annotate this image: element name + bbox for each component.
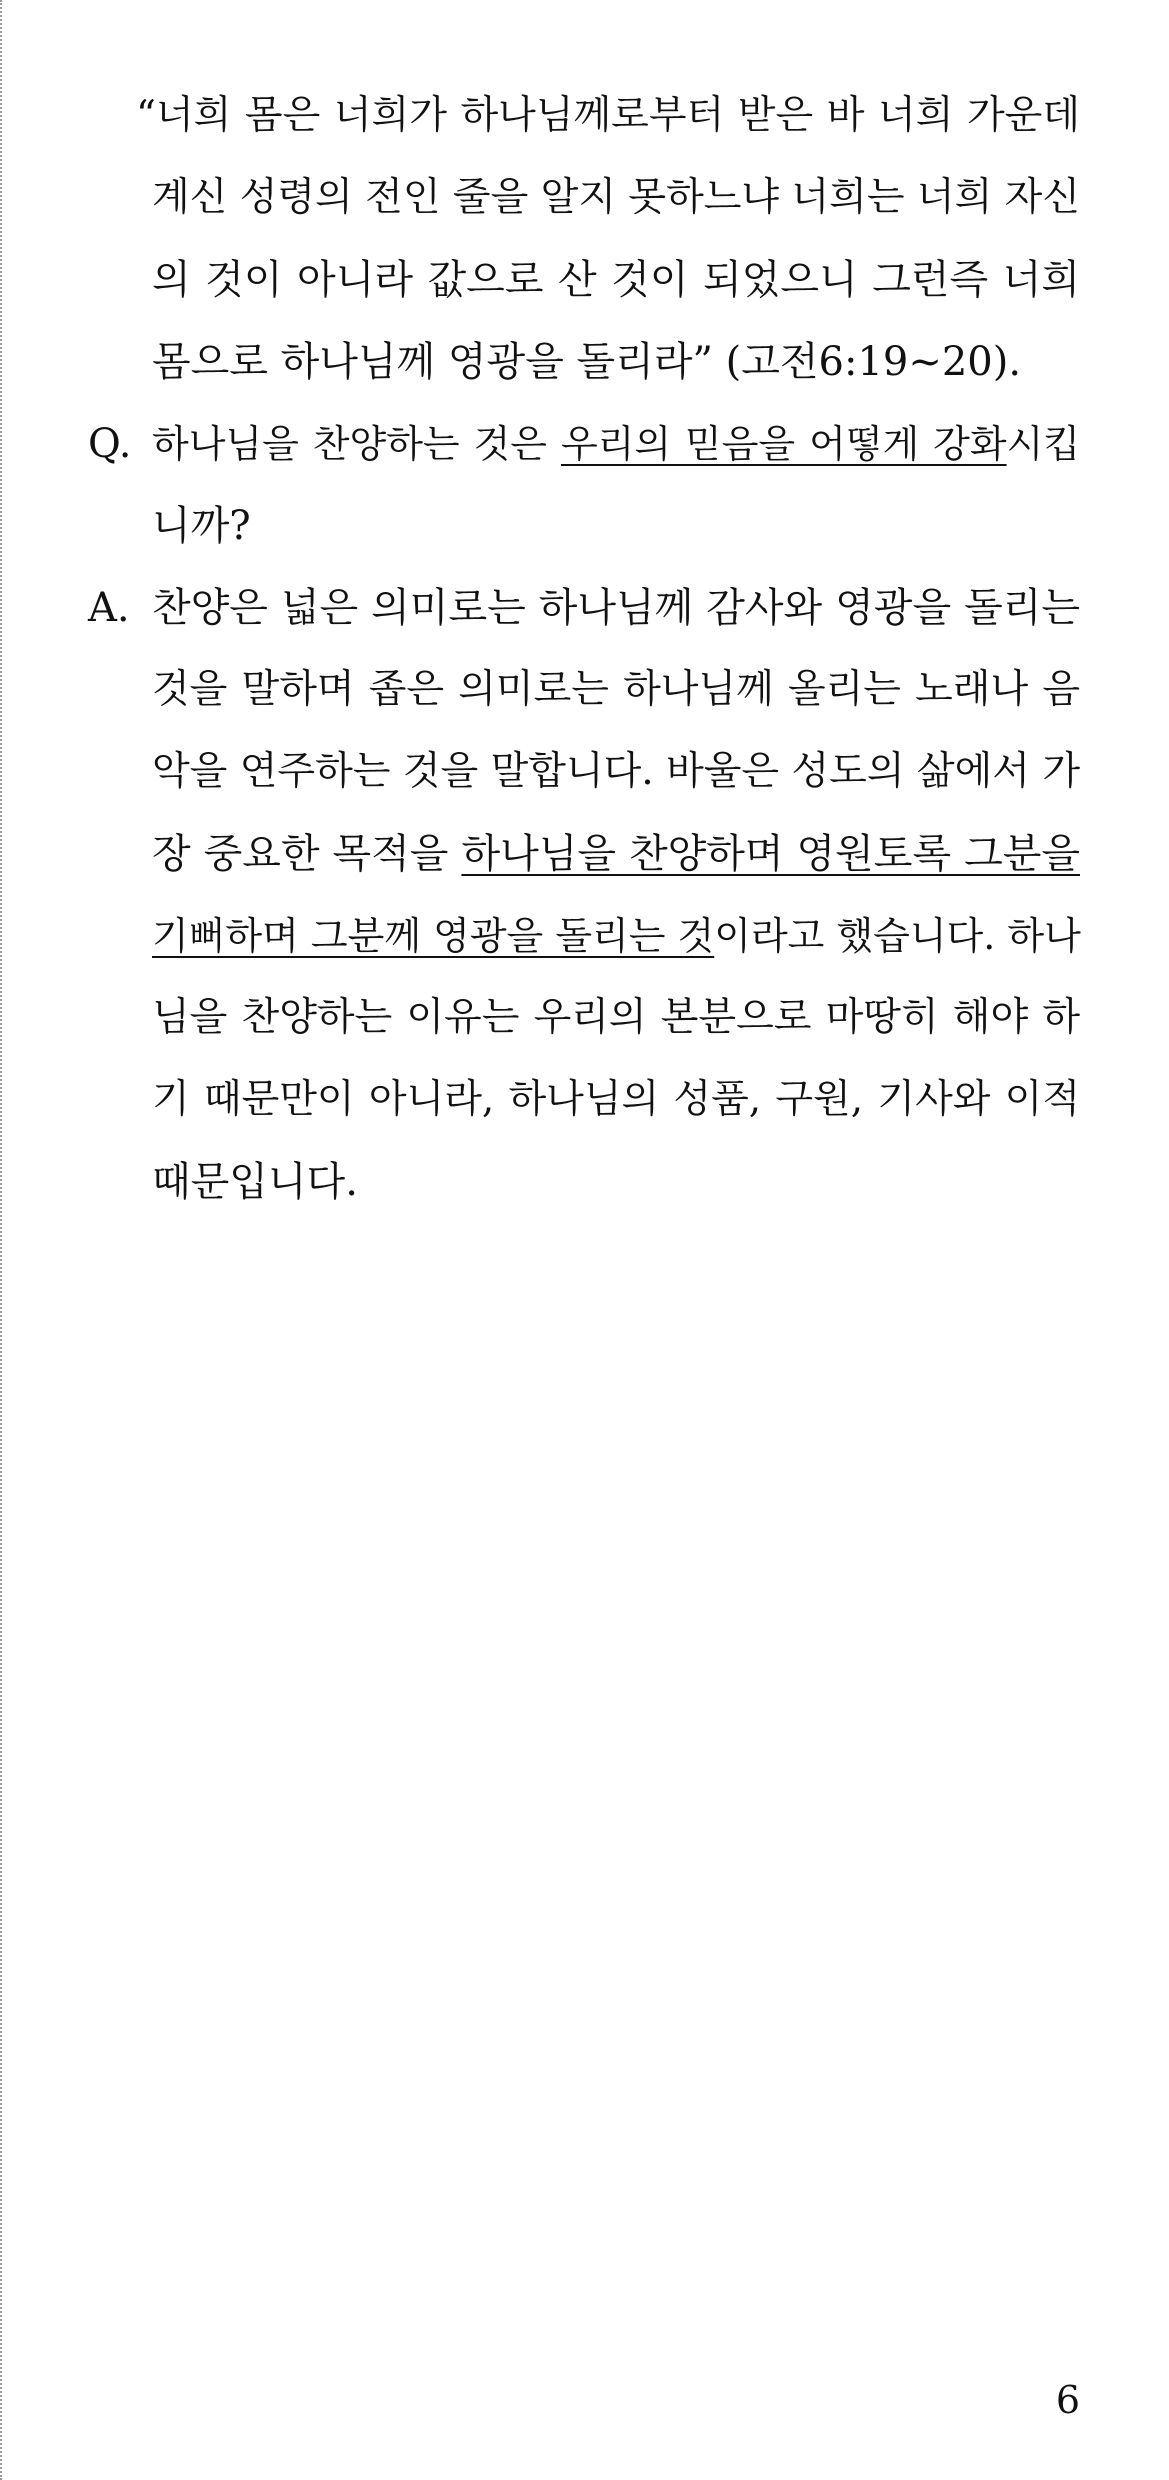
- question-marker: Q.: [88, 421, 132, 467]
- answer-underlined-text-continued: 기뻐하며 그분께 영광을 돌리는 것: [152, 914, 715, 958]
- question-underlined-text: 우리의 믿음을 어떻게 강화: [560, 422, 1007, 466]
- quote-line-2: 계신 성령의 전인 줄을 알지 못하느냐 너희는 너희 자신: [152, 175, 1081, 220]
- answer-line-2: 것을 말하며 좁은 의미로는 하나님께 올리는 노래나 음: [152, 667, 1080, 712]
- quote-line-3: 의 것이 아니라 값으로 산 것이 되었으니 그런즉 너희: [152, 257, 1080, 303]
- question-line-1: [152, 412, 1080, 476]
- quote-line-1: “너희 몸은 너희가 하나님께로부터 받은 바 너희 가운데: [136, 93, 1080, 138]
- answer-line-5: [152, 904, 1080, 968]
- answer-underlined-text: 하나님을 찬양하며 영원토록 그분을: [461, 831, 1080, 877]
- answer-line-6: 님을 찬양하는 이유는 우리의 본분으로 마땅히 해야 하: [152, 995, 1080, 1040]
- page-number: 6: [1055, 2378, 1080, 2422]
- question-text-tail: 시킵: [1006, 422, 1080, 466]
- answer-marker: A.: [88, 585, 130, 631]
- question-text: 하나님을 찬양하는 것은: [152, 422, 561, 466]
- answer-line-1: 찬양은 넓은 의미로는 하나님께 감사와 영광을 돌리는: [152, 585, 1080, 631]
- answer-line-3: 악을 연주하는 것을 말합니다. 바울은 성도의 삶에서 가: [152, 749, 1081, 794]
- answer-line-4: [152, 822, 1080, 886]
- question-line-2: 니까?: [152, 503, 251, 549]
- answer-line-7: 기 때문만이 아니라, 하나님의 성품, 구원, 기사와 이적: [152, 1077, 1080, 1122]
- answer-line-8: 때문입니다.: [152, 1159, 358, 1205]
- answer-text-tail: 이라고 했습니다. 하나: [714, 914, 1081, 958]
- answer-text: 장 중요한 목적을: [152, 831, 462, 877]
- quote-line-4: 몸으로 하나님께 영광을 돌리라” (고전6:19~20).: [152, 339, 1022, 385]
